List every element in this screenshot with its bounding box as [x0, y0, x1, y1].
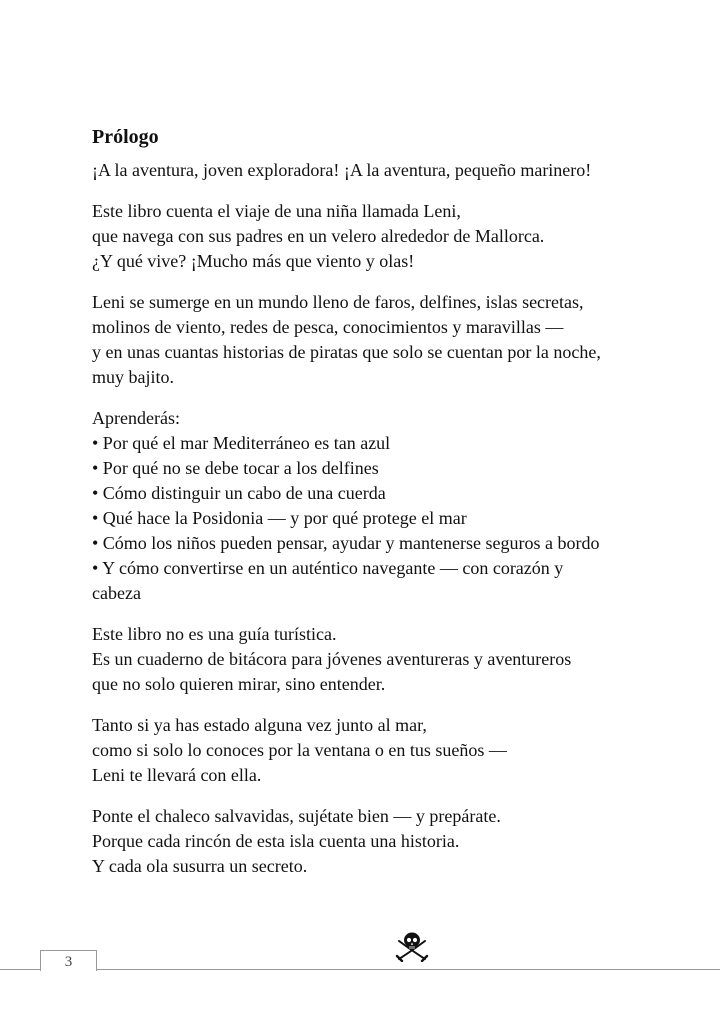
list-item-continuation: cabeza	[92, 583, 141, 603]
text-line: que navega con sus padres en un velero alrededor de Mallorca.	[92, 226, 545, 246]
paragraph-intro	[92, 158, 652, 183]
list-item: • Por qué el mar Mediterráneo es tan azul	[92, 433, 391, 453]
text-line: que no solo quieren mirar, sino entender.	[92, 674, 386, 694]
list-item: • Cómo distinguir un cabo de una cuerda	[92, 483, 386, 503]
text-line: Y cada ola susurra un secreto.	[92, 856, 308, 876]
text-line: Es un cuaderno de bitácora para jóvenes aventureras y aventureros	[92, 649, 572, 669]
text-line: Leni te llevará con ella.	[92, 765, 262, 785]
paragraph-not-guide	[92, 622, 652, 697]
page-number: 3	[40, 950, 97, 971]
text-line: y en unas cuantas historias de piratas que solo se cuentan por la noche,	[92, 342, 601, 362]
paragraph-world	[92, 290, 652, 390]
text-line: Porque cada rincón de esta isla cuenta una historia.	[92, 831, 460, 851]
page-title: Prólogo	[92, 126, 159, 148]
list-item: • Qué hace la Posidonia — y por qué protege el mar	[92, 508, 467, 528]
text-line: Este libro cuenta el viaje de una niña llamada Leni,	[92, 201, 461, 221]
paragraph-sea	[92, 713, 652, 788]
text-line: Este libro no es una guía turística.	[92, 624, 337, 644]
paragraph-closing	[92, 804, 652, 879]
pirate-skull-crossed-swords-icon	[394, 930, 430, 962]
text-line: Tanto si ya has estado alguna vez junto al mar,	[92, 715, 427, 735]
paragraph-about-leni	[92, 199, 652, 274]
text-line: ¡A la aventura, joven exploradora! ¡A la aventura, pequeño marinero!	[92, 160, 592, 180]
text-line: muy bajito.	[92, 367, 174, 387]
list-item: • Cómo los niños pueden pensar, ayudar y mantenerse seguros a bordo	[92, 533, 600, 553]
text-line: Ponte el chaleco salvavidas, sujétate bien — y prepárate.	[92, 806, 501, 826]
footer-rule-left	[0, 969, 40, 970]
text-line: molinos de viento, redes de pesca, conocimientos y maravillas —	[92, 317, 564, 337]
text-line: ¿Y qué vive? ¡Mucho más que viento y olas!	[92, 251, 415, 271]
list-item: • Por qué no se debe tocar a los delfines	[92, 458, 379, 478]
list-item: • Y cómo convertirse en un auténtico navegante — con corazón y	[92, 558, 564, 578]
prologue-section	[92, 124, 652, 895]
text-line: Leni se sumerge en un mundo lleno de faros, delfines, islas secretas,	[92, 292, 584, 312]
text-line: como si solo lo conoces por la ventana o en tus sueños —	[92, 740, 507, 760]
learning-list	[92, 406, 652, 606]
list-heading: Aprenderás:	[92, 408, 180, 428]
footer-rule-right	[96, 969, 720, 970]
